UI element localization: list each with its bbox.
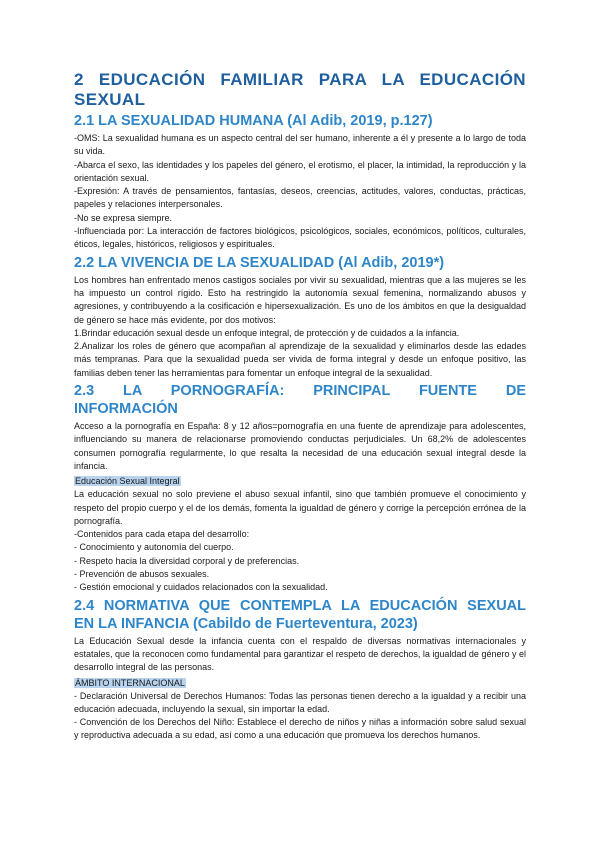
section-2-4-heading-line-1: 2.4 NORMATIVA QUE CONTEMPLA LA EDUCACIÓN SEXUAL: [74, 597, 526, 614]
section-2-1-heading: 2.1 LA SEXUALIDAD HUMANA (Al Adib, 2019, p.127): [74, 113, 433, 129]
paragraph: -Contenidos para cada etapa del desarrollo:: [74, 529, 250, 540]
paragraph: Acceso a la pornografía en España: 8 y 12 años=pornografía en una fuente de aprendizaje para adolescentes, influenciando su manera de relacionarse promoviendo conductas perjudiciales. Un 68,2% de adolescentes consumen pornografía regularmente, lo que resalta la necesidad de una educación sexual integral desde la infancia.: [74, 421, 526, 471]
paragraph: -Influenciada por: La interacción de factores biológicos, psicológicos, sociales, económicos, políticos, culturales, éticos, legales, históricos, religiosos y espirituales.: [74, 226, 526, 250]
subheading: [74, 677, 526, 689]
chapter-title: [74, 70, 526, 110]
section-2-4-heading: [74, 597, 526, 633]
section-2-2: [74, 254, 526, 380]
paragraph: -Expresión: A través de pensamientos, fantasías, deseos, creencias, actitudes, valores, conductas, prácticas, papeles y relaciones interpersonales.: [74, 186, 526, 210]
list-item: - Gestión emocional y cuidados relacionados con la sexualidad.: [74, 582, 328, 593]
paragraph: - Convención de los Derechos del Niño: Establece el derecho de niños y niñas a información sobre salud sexual y reproductiva adecuada a su edad, así como a una educación que promueva los derechos humanos.: [74, 717, 526, 741]
section-2-4: [74, 597, 526, 743]
paragraph: -No se expresa siempre.: [74, 212, 173, 223]
section-2-1: [74, 112, 526, 252]
paragraph: -Abarca el sexo, las identidades y los papeles del género, el erotismo, el placer, la intimidad, la reproducción y la orientación sexual.: [74, 159, 526, 183]
section-2-3-heading-line-2: INFORMACIÓN: [74, 401, 178, 418]
highlighted-subheading: ÁMBITO INTERNACIONAL: [75, 677, 185, 688]
subheading: [74, 475, 526, 487]
section-2-3-heading-line-1: 2.3 LA PORNOGRAFÍA: PRINCIPAL FUENTE DE: [74, 383, 526, 400]
list-item: - Prevención de abusos sexuales.: [74, 569, 210, 580]
chapter-title-line-1: 2 EDUCACIÓN FAMILIAR PARA LA EDUCACIÓN: [74, 70, 526, 89]
highlighted-subheading: Educación Sexual Integral: [75, 476, 180, 487]
chapter-title-line-2: SEXUAL: [74, 90, 146, 109]
paragraph: -OMS: La sexualidad humana es un aspecto central del ser humano, inherente a él y presente a lo largo de toda su vida.: [74, 133, 526, 157]
paragraph: Los hombres han enfrentado menos castigos sociales por vivir su sexualidad, mientras que a las mujeres se les ha impuesto un control rígido. Esto ha restringido la autonomía sexual femenina, normalizando abusos y agresiones, y contribuyendo a la cosificación e hipersexualización. Es uno de los ámbitos en que la desigualdad de género se hace más evidente, por dos motivos:: [74, 274, 526, 325]
paragraph: La Educación Sexual desde la infancia cuenta con el respaldo de diversas normativas internacionales y estatales, que la reconocen como fundamental para garantizar el respeto de derechos, la igualdad de género y el desarrollo integral de las personas.: [74, 635, 526, 673]
list-item: - Conocimiento y autonomía del cuerpo.: [74, 542, 234, 553]
paragraph: 2.Analizar los roles de género que acompañan al aprendizaje de la sexualidad y eliminarlos desde las edades más tempranas. Para que la sexualidad pueda ser vivida de forma integral y desde un enfoque positivo, las familias deben tener las herramientas para fomentar un enfoque integral de la sexualidad.: [74, 341, 526, 378]
list-item: - Respeto hacia la diversidad corporal y de preferencias.: [74, 555, 300, 566]
section-2-3: [74, 382, 526, 595]
paragraph: - Declaración Universal de Derechos Humanos: Todas las personas tienen derecho a la igualdad y a recibir una educación adecuada, incluyendo la sexual, sin importar la edad.: [74, 690, 526, 714]
section-2-2-heading: 2.2 LA VIVENCIA DE LA SEXUALIDAD (Al Adib, 2019*): [74, 254, 445, 271]
section-2-3-heading: [74, 382, 526, 418]
paragraph: 1.Brindar educación sexual desde un enfoque integral, de protección y de cuidados a la infancia.: [74, 327, 460, 338]
section-2-4-heading-line-2: EN LA INFANCIA (Cabildo de Fuerteventura, 2023): [74, 615, 418, 632]
paragraph: La educación sexual no solo previene el abuso sexual infantil, sino que también promueve el conocimiento y respeto del propio cuerpo y el de los demás, fomenta la igualdad de género y corrige la percepción errónea de la pornografía.: [74, 489, 526, 526]
